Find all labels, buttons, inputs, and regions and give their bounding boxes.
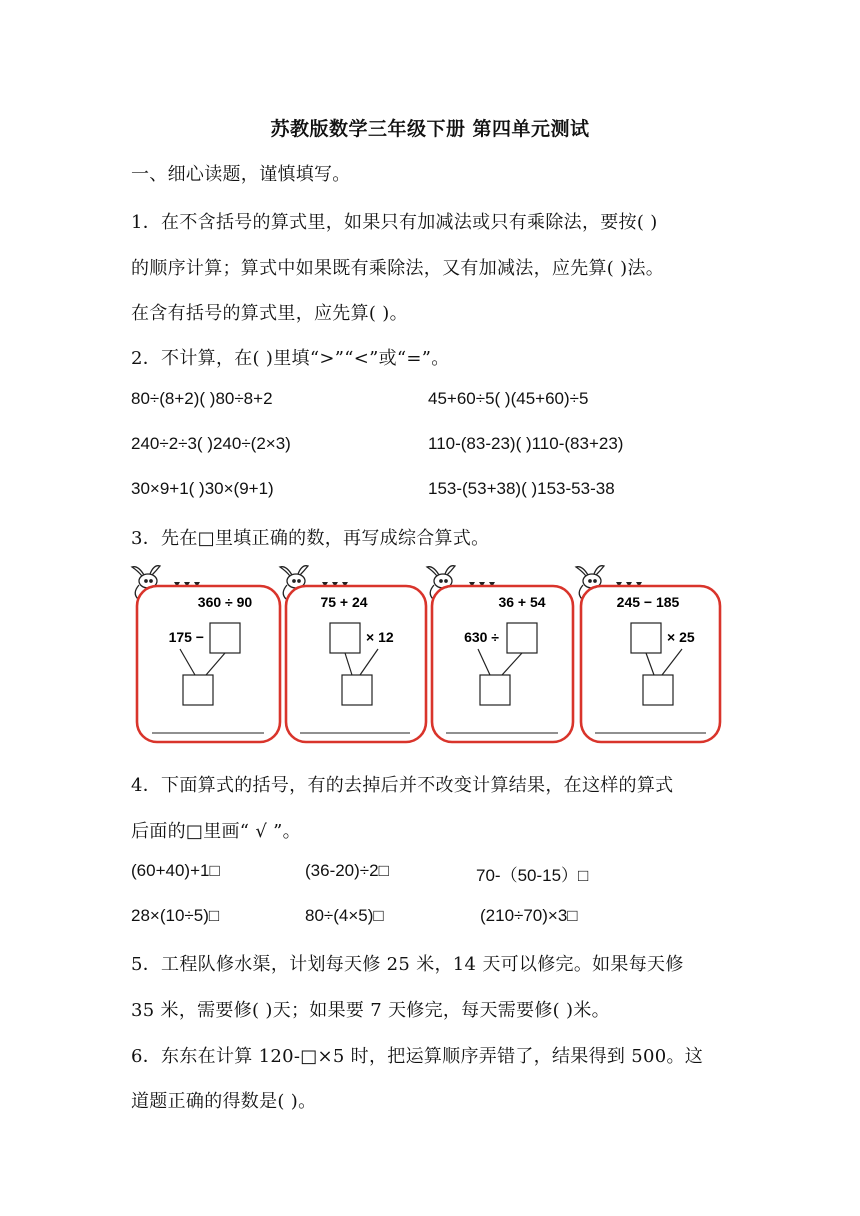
q4-expr[interactable]: 80÷(4×5)□ bbox=[305, 906, 384, 925]
q2-expr: 110-(83-23)( )110-(83+23) bbox=[428, 434, 624, 453]
card-top-expr: 75 + 24 bbox=[320, 594, 368, 610]
card-top-expr: 36 + 54 bbox=[498, 594, 546, 610]
q3-stem: 3．先在□里填正确的数，再写成综合算式。 bbox=[131, 528, 490, 549]
answer-box[interactable] bbox=[631, 623, 661, 653]
q4-line-2: 后面的□里画“ √ ”。 bbox=[131, 821, 301, 842]
answer-box[interactable] bbox=[480, 675, 510, 705]
q4-expr[interactable]: (36-20)÷2□ bbox=[305, 861, 389, 880]
q6-line-2: 道题正确的得数是( )。 bbox=[131, 1091, 317, 1112]
q2-expr: 240÷2÷3( )240÷(2×3) bbox=[131, 434, 291, 453]
answer-box[interactable] bbox=[507, 623, 537, 653]
rabbit-icon bbox=[280, 566, 308, 599]
q2-stem: 2．不计算，在( )里填“>”“<”或“=”。 bbox=[131, 348, 450, 369]
q2-expr: 45+60÷5( )(45+60)÷5 bbox=[428, 389, 589, 408]
card-lower-expr: × 12 bbox=[366, 629, 394, 645]
q4-expr[interactable]: 28×(10÷5)□ bbox=[131, 906, 220, 925]
q3-card-2 bbox=[280, 566, 426, 742]
q1-line-1: 1．在不含括号的算式里，如果只有加减法或只有乘除法，要按( ) bbox=[131, 212, 658, 233]
answer-box[interactable] bbox=[643, 675, 673, 705]
q1-line-3: 在含有括号的算式里，应先算( )。 bbox=[131, 303, 408, 324]
q1-line-2: 的顺序计算；算式中如果既有乘除法，又有加减法，应先算( )法。 bbox=[131, 258, 665, 279]
q5-line-2: 35 米，需要修( )天；如果要 7 天修完，每天需要修( )米。 bbox=[131, 1000, 610, 1021]
card-top-expr: 245 − 185 bbox=[616, 594, 680, 610]
card-side-expr: 175 − bbox=[168, 629, 204, 645]
answer-box[interactable] bbox=[210, 623, 240, 653]
q3-card-4 bbox=[576, 566, 720, 742]
q2-expr: 153-(53+38)( )153-53-38 bbox=[428, 479, 615, 498]
card-top-expr: 360 ÷ 90 bbox=[197, 594, 253, 610]
q4-expr[interactable]: (210÷70)×3□ bbox=[480, 906, 578, 925]
q3-card-1 bbox=[132, 566, 280, 742]
q2-expr: 30×9+1( )30×(9+1) bbox=[131, 479, 274, 498]
answer-box[interactable] bbox=[330, 623, 360, 653]
answer-box[interactable] bbox=[342, 675, 372, 705]
section-heading: 一、细心读题，谨慎填写。 bbox=[131, 164, 351, 185]
q3-card-3 bbox=[427, 566, 573, 742]
q2-expr: 80÷(8+2)( )80÷8+2 bbox=[131, 389, 273, 408]
q4-line-1: 4．下面算式的括号，有的去掉后并不改变计算结果，在这样的算式 bbox=[131, 775, 674, 796]
card-lower-expr: × 25 bbox=[667, 629, 695, 645]
q4-expr[interactable]: (60+40)+1□ bbox=[131, 861, 220, 880]
rabbit-icon bbox=[427, 566, 455, 599]
q5-line-1: 5．工程队修水渠，计划每天修 25 米，14 天可以修完。如果每天修 bbox=[131, 954, 684, 975]
q6-line-1: 6．东东在计算 120-□×5 时，把运算顺序弄错了，结果得到 500。这 bbox=[131, 1046, 704, 1067]
page-title: 苏教版数学三年级下册 第四单元测试 bbox=[270, 118, 590, 140]
q4-expr[interactable]: 70-（50-15）□ bbox=[476, 866, 589, 885]
q3-cards-figure bbox=[126, 563, 726, 748]
card-side-expr: 630 ÷ bbox=[464, 629, 499, 645]
q3-cards bbox=[126, 563, 726, 748]
answer-box[interactable] bbox=[183, 675, 213, 705]
rabbit-icon bbox=[576, 566, 604, 599]
rabbit-icon bbox=[132, 566, 160, 599]
